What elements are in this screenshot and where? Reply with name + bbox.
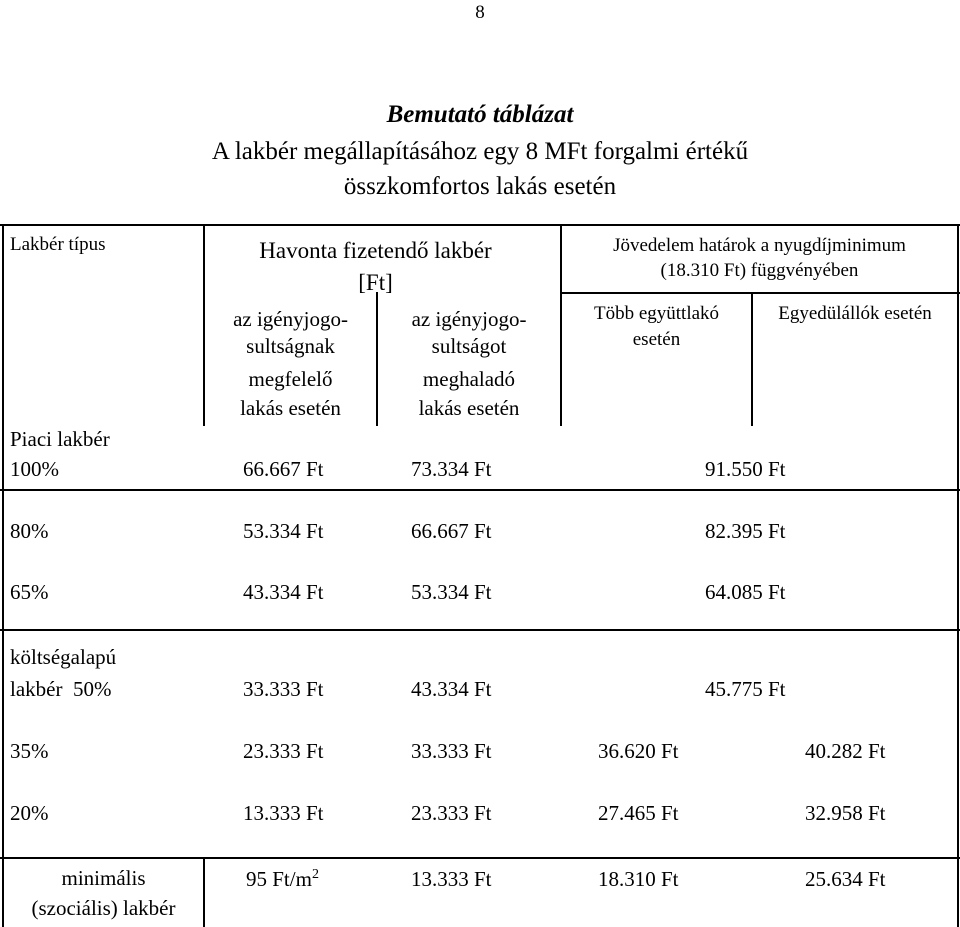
header-income-line1: Jövedelem határok a nyugdíjminimum <box>613 235 906 256</box>
header-single: Egyedülállók esetén <box>778 303 932 324</box>
header-type-label: Lakbér típus <box>10 234 106 255</box>
row-35-eligible: 23.333 Ft <box>243 739 324 763</box>
header-eligible-line4: lakás esetén <box>240 396 341 420</box>
row-80-income: 82.395 Ft <box>705 519 786 543</box>
table-subtitle-line2: összkomfortos lakás esetén <box>343 173 617 200</box>
header-eligible-line2: sultságnak <box>246 334 335 358</box>
cost-section-divider <box>0 629 960 631</box>
market-section-divider <box>0 489 960 491</box>
header-monthly-line1: Havonta fizetendő lakbér <box>259 238 492 263</box>
row-50-exceeding: 43.334 Ft <box>411 677 492 701</box>
min-exceeding: 13.333 Ft <box>411 867 492 891</box>
header-exceeding-line4: lakás esetén <box>418 396 520 420</box>
row-50-income: 45.775 Ft <box>705 677 786 701</box>
table-subtitle-line1: A lakbér megállapításához egy 8 MFt forgalmi értékű <box>211 138 749 165</box>
row-20-single: 32.958 Ft <box>805 801 886 825</box>
row-35-multi: 36.620 Ft <box>598 739 679 763</box>
header-multi-line1: Több együttlakó <box>593 303 720 324</box>
min-label-line2: (szociális) lakbér <box>31 896 176 920</box>
min-multi: 18.310 Ft <box>598 867 679 891</box>
min-single: 25.634 Ft <box>805 867 886 891</box>
header-eligible-line1: az igényjogo- <box>233 307 348 331</box>
row-80-label: 80% <box>10 519 49 543</box>
min-eligible-base: 95 Ft/m <box>246 867 312 891</box>
type-col-divider-min <box>203 857 205 927</box>
market-rent-label: Piaci lakbér <box>10 427 110 451</box>
header-exceeding-line1: az igényjogo- <box>411 307 527 331</box>
row-20-multi: 27.465 Ft <box>598 801 679 825</box>
row-100-label: 100% <box>10 457 59 481</box>
table-title: Bemutató táblázat <box>386 101 574 128</box>
min-eligible <box>246 867 319 892</box>
row-100-exceeding: 73.334 Ft <box>411 457 492 481</box>
cost-rent-label: költségalapú <box>10 645 117 669</box>
row-20-label: 20% <box>10 801 49 825</box>
header-income-line2: (18.310 Ft) függvényében <box>660 260 859 281</box>
minimal-section-divider <box>0 857 960 859</box>
row-20-eligible: 13.333 Ft <box>243 801 324 825</box>
page-number: 8 <box>475 2 485 23</box>
row-65-eligible: 43.334 Ft <box>243 580 324 604</box>
row-80-exceeding: 66.667 Ft <box>411 519 492 543</box>
row-65-label: 65% <box>10 580 49 604</box>
row-35-label: 35% <box>10 739 49 763</box>
table-right-border <box>957 224 959 927</box>
row-80-eligible: 53.334 Ft <box>243 519 324 543</box>
table-top-border <box>0 224 960 226</box>
row-65-exceeding: 53.334 Ft <box>411 580 492 604</box>
header-exceeding-line2: sultságot <box>431 334 507 358</box>
header-monthly-line2: [Ft] <box>358 270 393 295</box>
income-header-divider <box>560 292 960 294</box>
row-50-label: lakbér 50% <box>10 677 112 701</box>
row-100-eligible: 66.667 Ft <box>243 457 324 481</box>
header-multi-line2: esetén <box>632 329 681 350</box>
row-65-income: 64.085 Ft <box>705 580 786 604</box>
min-label-line1: minimális <box>61 866 146 890</box>
row-35-single: 40.282 Ft <box>805 739 886 763</box>
row-100-income: 91.550 Ft <box>705 457 786 481</box>
table-left-border <box>2 224 4 927</box>
row-50-eligible: 33.333 Ft <box>243 677 324 701</box>
min-eligible-exponent: 2 <box>311 867 319 882</box>
header-exceeding-line3: meghaladó <box>422 367 516 391</box>
header-eligible-line3: megfelelő <box>248 367 333 391</box>
row-35-exceeding: 33.333 Ft <box>411 739 492 763</box>
row-20-exceeding: 23.333 Ft <box>411 801 492 825</box>
